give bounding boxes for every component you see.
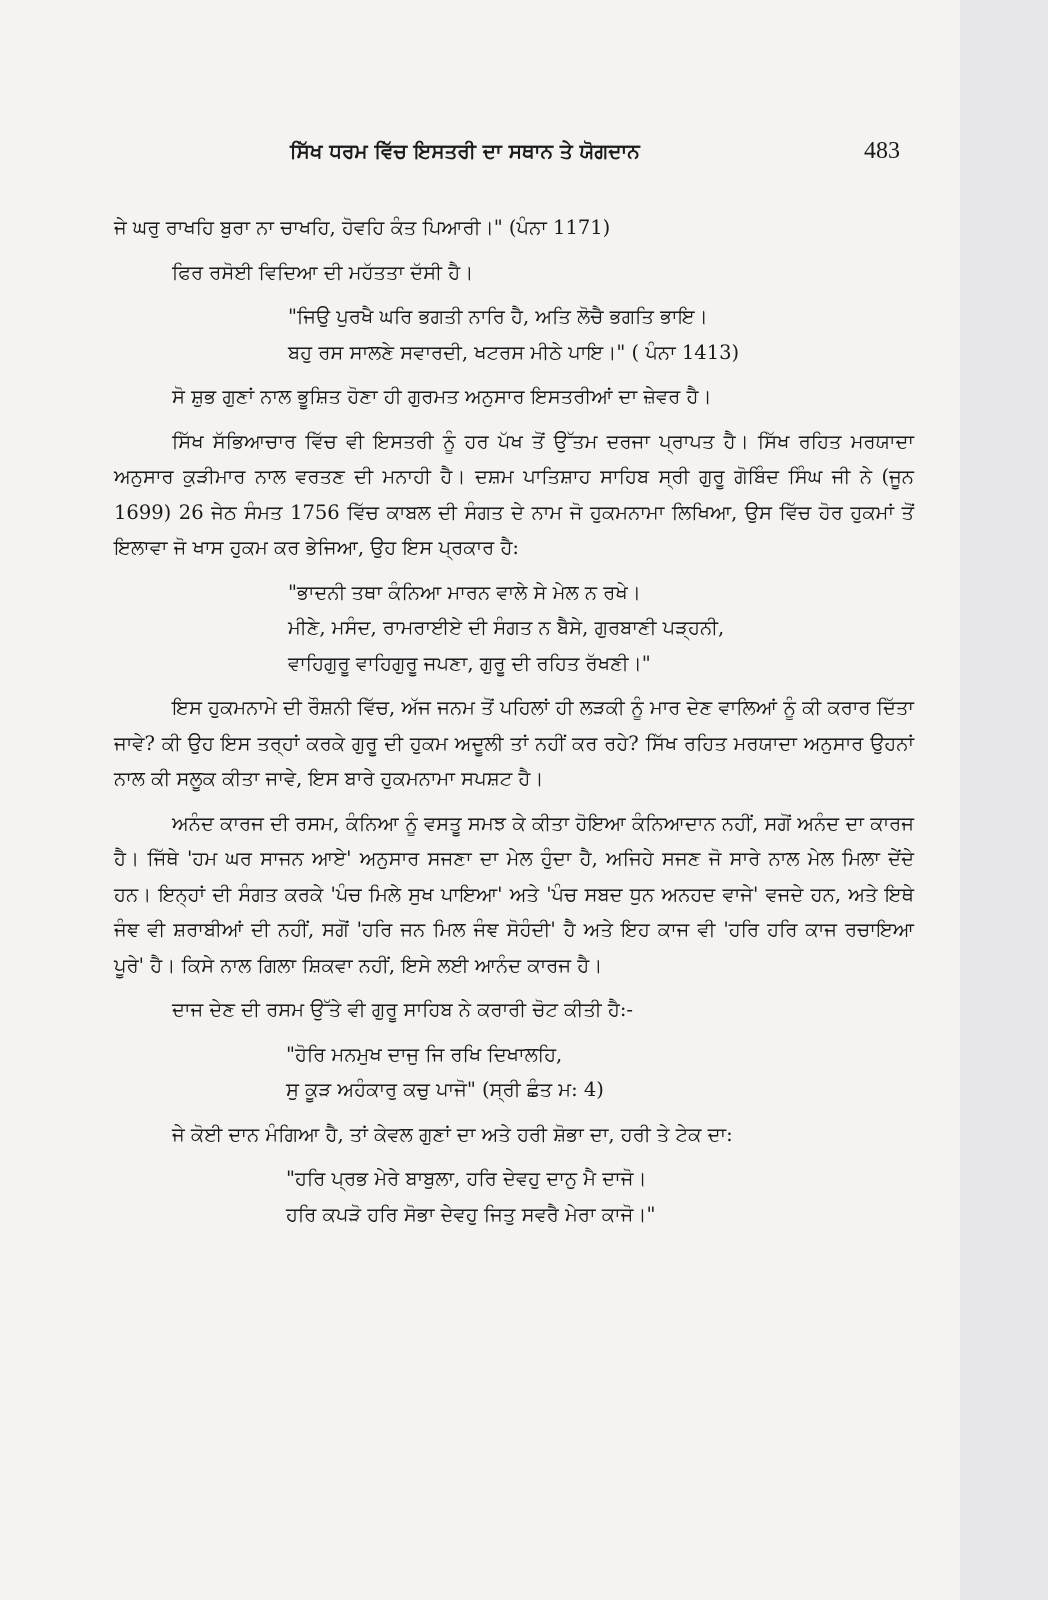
verse-line: ਸੁ ਕੂੜ ਅਹੰਕਾਰੁ ਕਚੁ ਪਾਜੋ" (ਸ੍ਰੀ ਛੰਤ ਮ: 4) — [286, 1078, 604, 1101]
paragraph-virtues: ਸੋ ਸ਼ੁਭ ਗੁਣਾਂ ਨਾਲ ਭੂਸ਼ਿਤ ਹੋਣਾ ਹੀ ਗੁਰਮਤ ਅਨੁਸਾਰ ਇਸਤਰੀਆਂ ਦਾ ਜ਼ੇਵਰ ਹੈ। — [172, 385, 712, 408]
verse-line: "ਜਿਉ ਪੁਰਖੈ ਘਰਿ ਭਗਤੀ ਨਾਰਿ ਹੈ, ਅਤਿ ਲੋਚੈ ਭਗਤਿ ਭਾਇ। — [288, 305, 708, 328]
running-header — [290, 138, 900, 165]
page-body — [114, 210, 914, 1232]
verse-quote-3 — [114, 1037, 914, 1108]
paragraph-hukamnama: ਇਸ ਹੁਕਮਨਾਮੇ ਦੀ ਰੌਸ਼ਨੀ ਵਿੱਚ, ਅੱਜ ਜਨਮ ਤੋਂ ਪਹਿਲਾਂ ਹੀ ਲੜਕੀ ਨੂੰ ਮਾਰ ਦੇਣ ਵਾਲਿਆਂ ਨੂੰ ਕੀ ਕਰਾਰ ਦਿੱਤਾ ਜਾਵੇ? ਕੀ ਉਹ ਇਸ ਤਰ੍ਹਾਂ ਕਰਕੇ ਗੁਰੂ ਦੀ ਹੁਕਮ ਅਦੂਲੀ ਤਾਂ ਨਹੀਂ ਕਰ ਰਹੇ? ਸਿੱਖ ਰਹਿਤ ਮਰਯਾਦਾ ਅਨੁਸਾਰ ਉਹਨਾਂ ਨਾਲ ਕੀ ਸਲੂਕ ਕੀਤਾ ਜਾਵੇ, ਇਸ ਬਾਰੇ ਹੁਕਮਨਾਮਾ ਸਪਸ਼ਟ ਹੈ। — [114, 696, 914, 790]
verse-line: ਵਾਹਿਗੁਰੂ ਵਾਹਿਗੁਰੂ ਜਪਣਾ, ਗੁਰੂ ਦੀ ਰਹਿਤ ਰੱਖਣੀ।" — [288, 651, 651, 675]
verse-quote-1 — [114, 299, 914, 370]
verse-line: ਮੀਣੇ, ਮਸੰਦ, ਰਾਮਰਾਈਏ ਦੀ ਸੰਗਤ ਨ ਬੈਸੇ, ਗੁਰਬਾਣੀ ਪੜ੍ਹਨੀ, — [288, 616, 725, 639]
verse-line: "ਹਰਿ ਪ੍ਰਭ ਮੇਰੇ ਬਾਬੁਲਾ, ਹਰਿ ਦੇਵਹੁ ਦਾਨੁ ਮੈ ਦਾਜੋ। — [286, 1167, 647, 1190]
running-title: ਸਿੱਖ ਧਰਮ ਵਿੱਚ ਇਸਤਰੀ ਦਾ ਸਥਾਨ ਤੇ ਯੋਗਦਾਨ — [290, 139, 640, 163]
paragraph-gift: ਜੇ ਕੋਈ ਦਾਨ ਮੰਗਿਆ ਹੈ, ਤਾਂ ਕੇਵਲ ਗੁਣਾਂ ਦਾ ਅਤੇ ਹਰੀ ਸ਼ੋਭਾ ਦਾ, ਹਰੀ ਤੇ ਟੇਕ ਦਾ: — [172, 1122, 733, 1146]
page-margin — [960, 0, 1048, 1600]
verse-line: ਬਹੁ ਰਸ ਸਾਲਣੇ ਸਵਾਰਦੀ, ਖਟਰਸ ਮੀਠੇ ਪਾਇ।" ( ਪੰਨਾ 1413) — [288, 340, 740, 364]
verse-quote-4 — [114, 1161, 914, 1232]
continued-line: ਜੇ ਘਰੁ ਰਾਖਹਿ ਬੁਰਾ ਨਾ ਚਾਖਹਿ, ਹੋਵਹਿ ਕੰਤ ਪਿਆਰੀ।" (ਪੰਨਾ 1171) — [114, 216, 611, 239]
verse-line: ਹਰਿ ਕਪੜੋ ਹਰਿ ਸੋਭਾ ਦੇਵਹੁ ਜਿਤੁ ਸਵਰੈ ਮੇਰਾ ਕਾਜੋ।" — [286, 1202, 656, 1226]
paragraph-cooking: ਫਿਰ ਰਸੋਈ ਵਿਦਿਆ ਦੀ ਮਹੱਤਤਾ ਦੱਸੀ ਹੈ। — [172, 260, 474, 284]
page-number: 483 — [864, 138, 900, 164]
verse-line: "ਭਾਦਨੀ ਤਥਾ ਕੰਨਿਆ ਮਾਰਨ ਵਾਲੇ ਸੇ ਮੇਲ ਨ ਰਖੇ। — [288, 580, 641, 604]
paragraph-dowry: ਦਾਜ ਦੇਣ ਦੀ ਰਸਮ ਉੱਤੇ ਵੀ ਗੁਰੂ ਸਾਹਿਬ ਨੇ ਕਰਾਰੀ ਚੋਟ ਕੀਤੀ ਹੈ:- — [172, 998, 634, 1021]
paragraph-culture: ਸਿੱਖ ਸੱਭਿਆਚਾਰ ਵਿੱਚ ਵੀ ਇਸਤਰੀ ਨੂੰ ਹਰ ਪੱਖ ਤੋਂ ਉੱਤਮ ਦਰਜਾ ਪ੍ਰਾਪਤ ਹੈ। ਸਿੱਖ ਰਹਿਤ ਮਰਯਾਦਾ ਅਨੁਸਾਰ ਕੁੜੀਮਾਰ ਨਾਲ ਵਰਤਣ ਦੀ ਮਨਾਹੀ ਹੈ। ਦਸ਼ਮ ਪਾਤਿਸ਼ਾਹ ਸਾਹਿਬ ਸ੍ਰੀ ਗੁਰੂ ਗੋਬਿੰਦ ਸਿੰਘ ਜੀ ਨੇ (ਜੂਨ 1699) 26 ਜੇਠ ਸੰਮਤ 1756 ਵਿੱਚ ਕਾਬਲ ਦੀ ਸੰਗਤ ਦੇ ਨਾਮ ਜੋ ਹੁਕਮਨਾਮਾ ਲਿਖਿਆ, ਉਸ ਵਿੱਚ ਹੋਰ ਹੁਕਮਾਂ ਤੋਂ ਇਲਾਵਾ ਜੋ ਖਾਸ ਹੁਕਮ ਕਰ ਭੇਜਿਆ, ਉਹ ਇਸ ਪ੍ਰਕਾਰ ਹੈ: — [114, 429, 914, 559]
verse-line: "ਹੋਰਿ ਮਨਮੁਖ ਦਾਜੁ ਜਿ ਰਖਿ ਦਿਖਾਲਹਿ, — [286, 1042, 563, 1066]
verse-quote-2 — [114, 575, 914, 682]
paragraph-anand-karaj: ਅਨੰਦ ਕਾਰਜ ਦੀ ਰਸਮ, ਕੰਨਿਆ ਨੂੰ ਵਸਤੂ ਸਮਝ ਕੇ ਕੀਤਾ ਹੋਇਆ ਕੰਨਿਆਦਾਨ ਨਹੀਂ, ਸਗੋਂ ਅਨੰਦ ਦਾ ਕਾਰਜ ਹੈ। ਜਿੱਥੇ 'ਹਮ ਘਰ ਸਾਜਨ ਆਏ' ਅਨੁਸਾਰ ਸਜਣਾ ਦਾ ਮੇਲ ਹੁੰਦਾ ਹੈ, ਅਜਿਹੇ ਸਜਣ ਜੋ ਸਾਰੇ ਨਾਲ ਮੇਲ ਮਿਲਾ ਦੇਂਦੇ ਹਨ। ਇਨ੍ਹਾਂ ਦੀ ਸੰਗਤ ਕਰਕੇ 'ਪੰਚ ਮਿਲੇ ਸੁਖ ਪਾਇਆ' ਅਤੇ 'ਪੰਚ ਸਬਦ ਧੁਨ ਅਨਹਦ ਵਾਜੇ' ਵਜਦੇ ਹਨ, ਅਤੇ ਇਥੇ ਜੰਞ ਵੀ ਸ਼ਰਾਬੀਆਂ ਦੀ ਨਹੀਂ, ਸਗੋਂ 'ਹਰਿ ਜਨ ਮਿਲ ਜੰਞ ਸੋਹੰਦੀ' ਹੈ ਅਤੇ ਇਹ ਕਾਜ ਵੀ 'ਹਰਿ ਹਰਿ ਕਾਜ ਰਚਾਇਆ ਪੂਰੇ' ਹੈ। ਕਿਸੇ ਨਾਲ ਗਿਲਾ ਸ਼ਿਕਵਾ ਨਹੀਂ, ਇਸੇ ਲਈ ਆਨੰਦ ਕਾਰਜ ਹੈ। — [114, 811, 914, 977]
